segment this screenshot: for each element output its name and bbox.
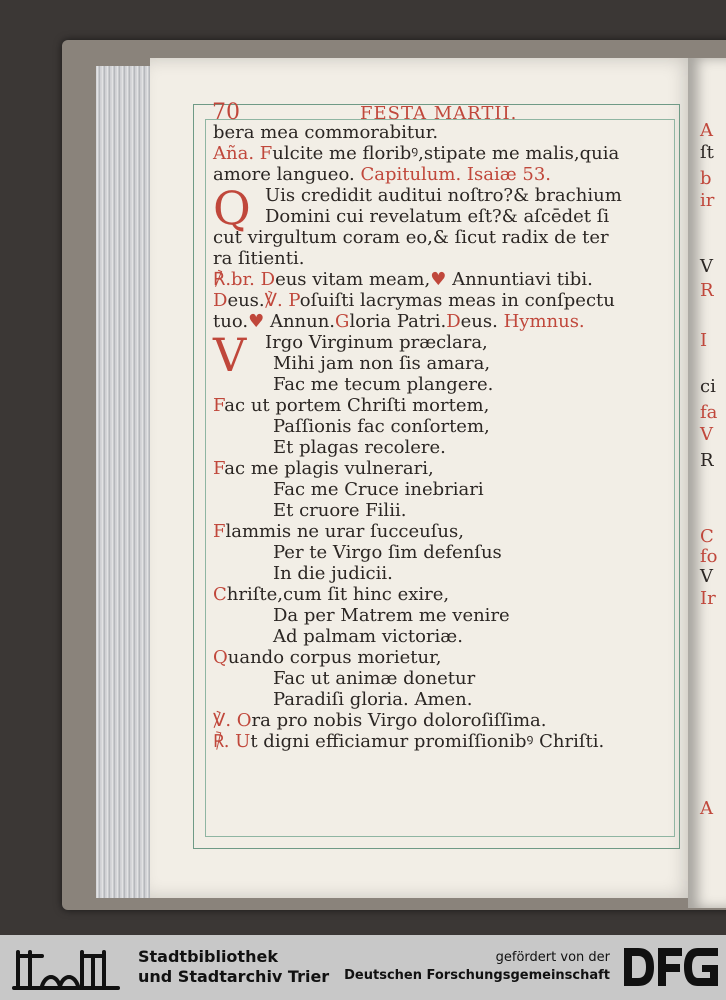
rubric-initial: Q bbox=[213, 647, 228, 668]
right-page-fragment: V bbox=[700, 256, 713, 277]
stanza-first-line bbox=[213, 647, 683, 668]
body-text: lammis ne urar ſucceuſus, bbox=[225, 521, 464, 542]
rubric-text: ℣. P bbox=[264, 290, 300, 311]
stanza-line: In die judicii. bbox=[273, 563, 393, 584]
text-line: Domini cui revelatum eſt?& aſcēdet ſi bbox=[265, 206, 610, 227]
stanza-line: Paſſionis fac conſortem, bbox=[273, 416, 490, 437]
body-text: loria Patri. bbox=[349, 311, 447, 332]
stanza-first-line bbox=[213, 521, 683, 542]
text-line: Fac me tecum plangere. bbox=[273, 374, 494, 395]
dfg-logo-icon bbox=[620, 944, 720, 990]
rubric-text: D bbox=[213, 290, 228, 311]
stanza-line: Da per Matrem me venire bbox=[273, 605, 510, 626]
rubric-text: G bbox=[335, 311, 350, 332]
library-logo-icon bbox=[12, 944, 124, 992]
rubric-text: Aña. F bbox=[213, 143, 273, 164]
body-text: ra ſitienti. bbox=[213, 248, 305, 269]
drop-cap-block bbox=[213, 181, 683, 235]
stanza-first-line bbox=[213, 458, 683, 479]
stanza-line: Fac ut animæ donetur bbox=[273, 668, 476, 689]
stanza-first-line bbox=[213, 584, 683, 605]
text-line bbox=[213, 164, 683, 185]
rubric-initial: F bbox=[213, 395, 225, 416]
body-text: t digni efficiamur promiſſionibꝰ Chriſti. bbox=[250, 731, 605, 752]
rubric-text: ℟.br. D bbox=[213, 269, 276, 290]
text-line bbox=[213, 290, 683, 311]
versicle-prefix: ℟. U bbox=[213, 731, 251, 752]
right-page-fragment: Ir bbox=[700, 588, 716, 609]
right-page-fragment: V bbox=[700, 424, 713, 445]
body-text: ulcite me floribꝰ,stipate me malis,quia bbox=[272, 143, 620, 164]
right-page-fragment: ſt bbox=[700, 142, 714, 163]
rubric-text: Hymnus. bbox=[503, 311, 585, 332]
text-line bbox=[213, 122, 683, 143]
right-page-fragment: A bbox=[700, 798, 713, 819]
right-page-fragment: ci bbox=[700, 376, 716, 397]
rubric-text: ♥ bbox=[248, 311, 265, 332]
body-text: oſuiſti lacrymas meas in conſpectu bbox=[299, 290, 615, 311]
right-page-fragment: A bbox=[700, 120, 713, 141]
body-text: ac ut portem Chriſti mortem, bbox=[224, 395, 490, 416]
text-line bbox=[213, 269, 683, 290]
body-text: eus. bbox=[227, 290, 265, 311]
body-text: Annun. bbox=[264, 311, 336, 332]
text-line bbox=[213, 248, 683, 269]
text-line: Uis credidit auditui noſtro?& brachium bbox=[265, 185, 622, 206]
body-text: amore langueo. bbox=[213, 164, 361, 185]
folio-number: 70 bbox=[212, 100, 240, 125]
right-page-fragment: R bbox=[700, 280, 714, 301]
right-page-fragment: I bbox=[700, 330, 708, 351]
funding-line2: Deutschen Forschungsgemeinschaft bbox=[344, 968, 610, 983]
stanza-line: Ad palmam victoriæ. bbox=[273, 626, 463, 647]
body-text: eus vitam meam, bbox=[275, 269, 431, 290]
text-line bbox=[213, 143, 683, 164]
stanza-line: Et plagas recolere. bbox=[273, 437, 446, 458]
body-text: Annuntiavi tibi. bbox=[446, 269, 593, 290]
right-page-fragment: b bbox=[700, 168, 712, 189]
running-head: FESTA MARTII. bbox=[360, 103, 518, 124]
text-line bbox=[213, 311, 683, 332]
right-page-fragment: fo bbox=[700, 546, 718, 567]
stanza-first-line bbox=[213, 395, 683, 416]
drop-cap: Q bbox=[213, 181, 251, 235]
text-line bbox=[213, 227, 683, 248]
library-name-line2: und Stadtarchiv Trier bbox=[138, 967, 330, 986]
body-text: cut virgultum coram eo,& ſicut radix de ter bbox=[213, 227, 609, 248]
library-name-line1: Stadtbibliothek bbox=[138, 947, 278, 966]
versicle-prefix: ℣. O bbox=[213, 710, 252, 731]
right-page-fragment: fa bbox=[700, 402, 718, 423]
body-text: bera mea commorabitur. bbox=[213, 122, 439, 143]
right-page bbox=[688, 58, 726, 908]
rubric-text: Capitulum. Isaiæ 53. bbox=[360, 164, 552, 185]
body-text: tuo. bbox=[213, 311, 249, 332]
body-text: eus. bbox=[460, 311, 504, 332]
body-text: ac me plagis vulnerari, bbox=[224, 458, 434, 479]
drop-cap: V bbox=[213, 328, 247, 382]
rubric-initial: F bbox=[213, 458, 225, 479]
right-page-fragment: C bbox=[700, 526, 714, 547]
versicle-line bbox=[213, 710, 683, 731]
body-text: uando corpus morietur, bbox=[227, 647, 442, 668]
stanza-line: Paradiſi gloria. Amen. bbox=[273, 689, 473, 710]
rubric-text: D bbox=[446, 311, 461, 332]
page-text bbox=[213, 122, 683, 752]
stanza-line: Fac me Cruce inebriari bbox=[273, 479, 484, 500]
drop-cap-block bbox=[213, 328, 683, 395]
right-page-fragment: V bbox=[700, 566, 713, 587]
right-page-fragment: R bbox=[700, 450, 714, 471]
versicle-line bbox=[213, 731, 683, 752]
rubric-text: ♥ bbox=[430, 269, 447, 290]
text-line: Irgo Virginum præclara, bbox=[265, 332, 488, 353]
rubric-initial: C bbox=[213, 584, 227, 605]
text-line: Mihi jam non ſis amara, bbox=[273, 353, 491, 374]
right-page-fragment: ir bbox=[700, 190, 715, 211]
stanza-line: Et cruore Filii. bbox=[273, 500, 407, 521]
funding-line1: gefördert von der bbox=[495, 950, 610, 965]
rubric-initial: F bbox=[213, 521, 226, 542]
stanza-line: Per te Virgo ſim defenſus bbox=[273, 542, 502, 563]
body-text: hriſte,cum ſit hinc exire, bbox=[226, 584, 450, 605]
body-text: ra pro nobis Virgo doloroſiſſima. bbox=[251, 710, 547, 731]
